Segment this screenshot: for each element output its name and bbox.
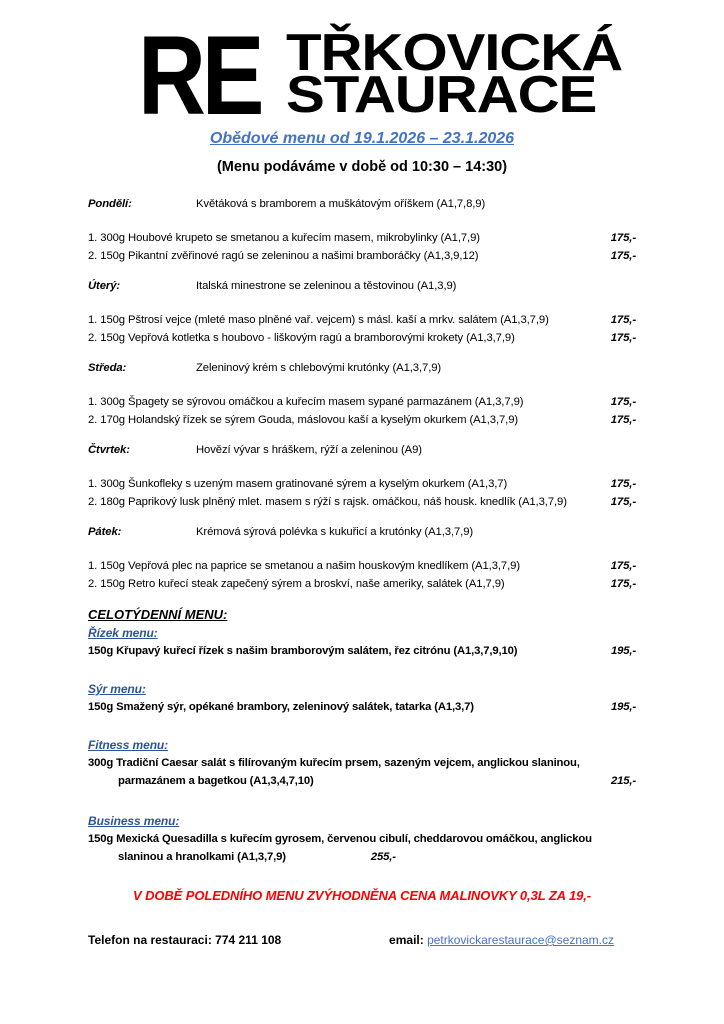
menu-item (88, 475, 636, 493)
menu-item (88, 229, 636, 247)
restaurant-logo (88, 13, 636, 138)
menu-item-text: 1. 300g Houbové krupeto se smetanou a kuřecím masem, mikrobylinky (A1,7,9) (88, 232, 480, 244)
menu-item-price: 175,- (610, 560, 636, 572)
menu-item-price: 195,- (611, 645, 636, 657)
menu-item-price: 195,- (611, 701, 636, 713)
day-header (88, 523, 636, 541)
menu-item-text: 1. 300g Šunkofleky s uzeným masem gratinované sýrem a kyselým okurkem (A1,3,7) (88, 478, 508, 490)
menu-item-text: 1. 150g Vepřová plec na paprice se smetanou a našim houskovým knedlíkem (A1,3,7,9) (88, 560, 520, 572)
menu-item-text: 150g Mexická Quesadilla s kuřecím gyrosem, červenou cibulí, cheddarovou omáčkou, anglickou (88, 833, 592, 845)
menu-content (88, 195, 636, 903)
menu-item-price: 215,- (611, 775, 636, 787)
day-header (88, 359, 636, 377)
menu-item (88, 698, 636, 716)
menu-item-text: 2. 180g Paprikový lusk plněný mlet. masem s rýží s rajsk. omáčkou, náš housk. knedlík (A1,3,7,9) (88, 496, 567, 508)
email-group (389, 933, 614, 947)
menu-item-text: slaninou a hranolkami (A1,3,7,9) (118, 851, 286, 863)
day-name: Pondělí: (88, 198, 132, 210)
day-soup: Krémová sýrová polévka s kukuřicí a krutónky (A1,3,7,9) (196, 526, 474, 538)
day-block-friday (88, 523, 636, 593)
menu-item (88, 642, 636, 660)
menu-item (88, 311, 636, 329)
menu-item (88, 557, 636, 575)
menu-item (88, 411, 636, 429)
day-soup: Italská minestrone se zeleninou a těstovinou (A1,3,9) (196, 280, 457, 292)
day-soup: Květáková s bramborem a muškátovým oříškem (A1,7,8,9) (196, 198, 486, 210)
menu-item-price: 175,- (610, 250, 636, 262)
menu-item-text: 2. 150g Vepřová kotletka s houbovo - liškovým ragú a bramborovými krokety (A1,3,7,9) (88, 332, 515, 344)
day-block-tuesday (88, 277, 636, 347)
menu-item-text: 150g Křupavý kuřecí řízek s našim bramborovým salátem, řez citrónu (A1,3,7,9,10) (88, 645, 518, 657)
contact-footer (88, 933, 636, 947)
weekly-menu-heading: CELOTÝDENNÍ MENU: (88, 607, 228, 622)
section-business-menu (88, 812, 636, 866)
menu-item-price: 175,- (610, 332, 636, 344)
menu-item-price: 255,- (370, 851, 396, 863)
menu-item (88, 393, 636, 411)
menu-item (88, 848, 636, 866)
menu-item (88, 247, 636, 265)
section-fitness-menu (88, 736, 636, 790)
menu-item (88, 493, 636, 511)
menu-item-text: 2. 150g Pikantní zvěřinové ragú se zeleninou a našimi bramboráčky (A1,3,9,12) (88, 250, 479, 262)
menu-item-price: 175,- (610, 478, 636, 490)
menu-item-text: 1. 150g Pštrosí vejce (mleté maso plněné vař. vejcem) s másl. kaší a mrkv. salátem (A1,3,7,9) (88, 314, 549, 326)
section-syr-menu (88, 680, 636, 716)
email-link[interactable]: petrkovickarestaurace@seznam.cz (427, 933, 614, 947)
menu-item (88, 575, 636, 593)
day-name: Pátek: (88, 526, 122, 538)
section-rizek-menu (88, 624, 636, 660)
menu-item-price: 175,- (610, 496, 636, 508)
day-soup: Zeleninový krém s chlebovými krutónky (A1,3,7,9) (196, 362, 442, 374)
day-block-monday (88, 195, 636, 265)
menu-item (88, 329, 636, 347)
day-header (88, 277, 636, 295)
day-name: Středa: (88, 362, 127, 374)
day-header (88, 195, 636, 213)
day-name: Čtvrtek: (88, 444, 130, 456)
serving-hours: (Menu podáváme v době od 10:30 – 14:30) (216, 159, 508, 175)
menu-item (88, 772, 636, 790)
logo-word-bottom: STAURACE (285, 66, 597, 124)
menu-item-text: 1. 300g Špagety se sýrovou omáčkou a kuřecím masem sypané parmazánem (A1,3,7,9) (88, 396, 524, 408)
menu-item-price: 175,- (610, 414, 636, 426)
menu-item-text: parmazánem a bagetkou (A1,3,4,7,10) (118, 775, 314, 787)
day-soup: Hovězí vývar s hráškem, rýží a zeleninou (A9) (196, 444, 422, 456)
day-block-wednesday (88, 359, 636, 429)
logo-word-stack (285, 24, 622, 124)
menu-item-text: 300g Tradiční Caesar salát s filírovaným kuřecím prsem, sazeným vejcem, anglickou slaninou, (88, 757, 580, 769)
logo-re-text: RE (138, 13, 261, 138)
day-name: Úterý: (88, 280, 121, 292)
page-title: Obědové menu od 19.1.2026 – 23.1.2026 (209, 130, 515, 147)
menu-item-text: 150g Smažený sýr, opékané brambory, zeleninový salátek, tatarka (A1,3,7) (88, 701, 474, 713)
drink-promo-banner: V DOBĚ POLEDNÍHO MENU ZVÝHODNĚNA CENA MALINOVKY 0,3L ZA 19,- (133, 888, 591, 903)
menu-item-price: 175,- (610, 314, 636, 326)
section-title: Business menu: (88, 814, 180, 828)
menu-item-price: 175,- (610, 578, 636, 590)
menu-item-text: 2. 170g Holandský řízek se sýrem Gouda, máslovou kaší a kyselým okurkem (A1,3,7,9) (88, 414, 519, 426)
phone-number: Telefon na restauraci: 774 211 108 (88, 933, 282, 947)
menu-item-text: 2. 150g Retro kuřecí steak zapečený sýrem a broskví, naše ameriky, salátek (A1,7,9) (88, 578, 505, 590)
section-title: Sýr menu: (88, 682, 146, 696)
menu-item-price: 175,- (610, 232, 636, 244)
menu-item-price: 175,- (610, 396, 636, 408)
section-title: Řízek menu: (88, 626, 158, 640)
email-label: email: (389, 933, 424, 947)
logo-word-top: TŘKOVICKÁ (285, 24, 622, 82)
section-title: Fitness menu: (88, 738, 169, 752)
day-header (88, 441, 636, 459)
day-block-thursday (88, 441, 636, 511)
